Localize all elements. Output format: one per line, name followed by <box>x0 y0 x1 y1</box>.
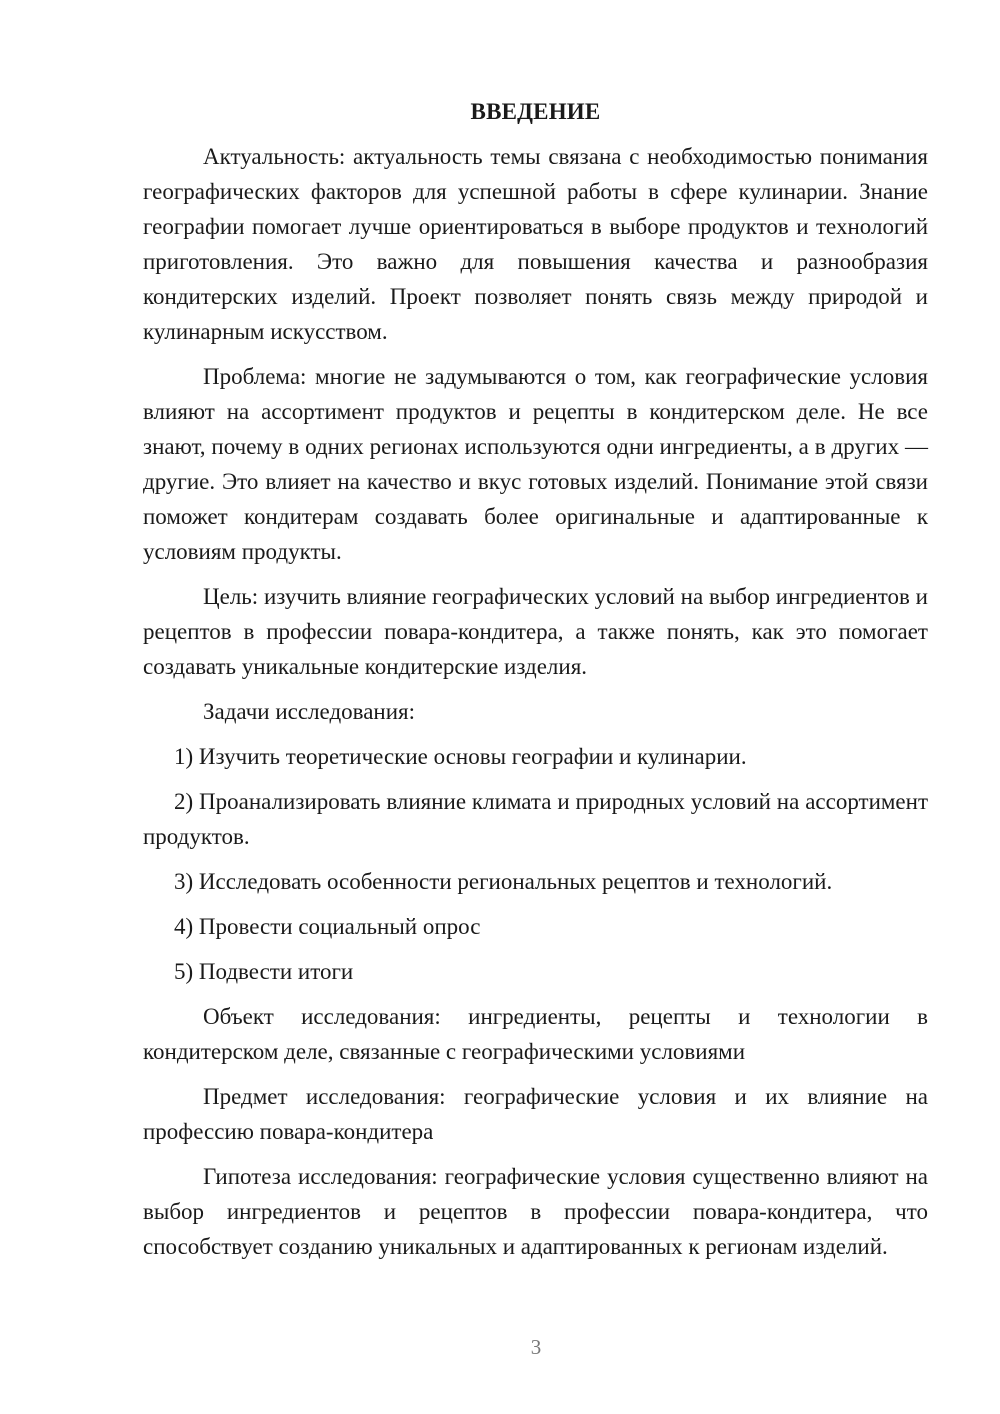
task-item: 4) Провести социальный опрос <box>174 914 481 939</box>
page-number: 3 <box>530 1335 542 1359</box>
page-title: ВВЕДЕНИЕ <box>470 99 601 124</box>
tasks-heading: Задачи исследования: <box>203 699 416 724</box>
problem-paragraph: Проблема: многие не задумываются о том, как географические условия влияют на ассортимент продуктов и рецепты в кондитерском деле. Не все знают, почему в одних регионах используются одни ингредиенты, а в других — другие. Это влияет на качество и вкус готовых изделий. Понимание этой связи поможет кондитерам создавать более оригинальные и адаптированные к условиям продукты. <box>143 364 928 564</box>
task-item: 2) Проанализировать влияние климата и природных условий на ассортимент продуктов. <box>143 789 928 849</box>
subject-paragraph: Предмет исследования: географические условия и их влияние на профессию повара-кондитера <box>143 1084 928 1144</box>
relevance-paragraph: Актуальность: актуальность темы связана с необходимостью понимания географических факторов для успешной работы в сфере кулинарии. Знание географии помогает лучше ориентироваться в выборе продуктов и технологий приготовления. Это важно для повышения качества и разнообразия кондитерских изделий. Проект позволяет понять связь между природой и кулинарным искусством. <box>143 144 928 344</box>
goal-paragraph: Цель: изучить влияние географических условий на выбор ингредиентов и рецептов в профессии повара-кондитера, а также понять, как это помогает создавать уникальные кондитерские изделия. <box>143 584 928 679</box>
document-page <box>143 94 928 1274</box>
object-paragraph: Объект исследования: ингредиенты, рецепты и технологии в кондитерском деле, связанные с географическими условиями <box>143 1004 928 1064</box>
task-item: 3) Исследовать особенности региональных рецептов и технологий. <box>174 869 833 894</box>
task-item: 1) Изучить теоретические основы географии и кулинарии. <box>174 744 747 769</box>
task-item: 5) Подвести итоги <box>174 959 354 984</box>
hypothesis-paragraph: Гипотеза исследования: географические условия существенно влияют на выбор ингредиентов и рецептов в профессии повара-кондитера, что способствует созданию уникальных и адаптированных к регионам изделий. <box>143 1164 928 1259</box>
